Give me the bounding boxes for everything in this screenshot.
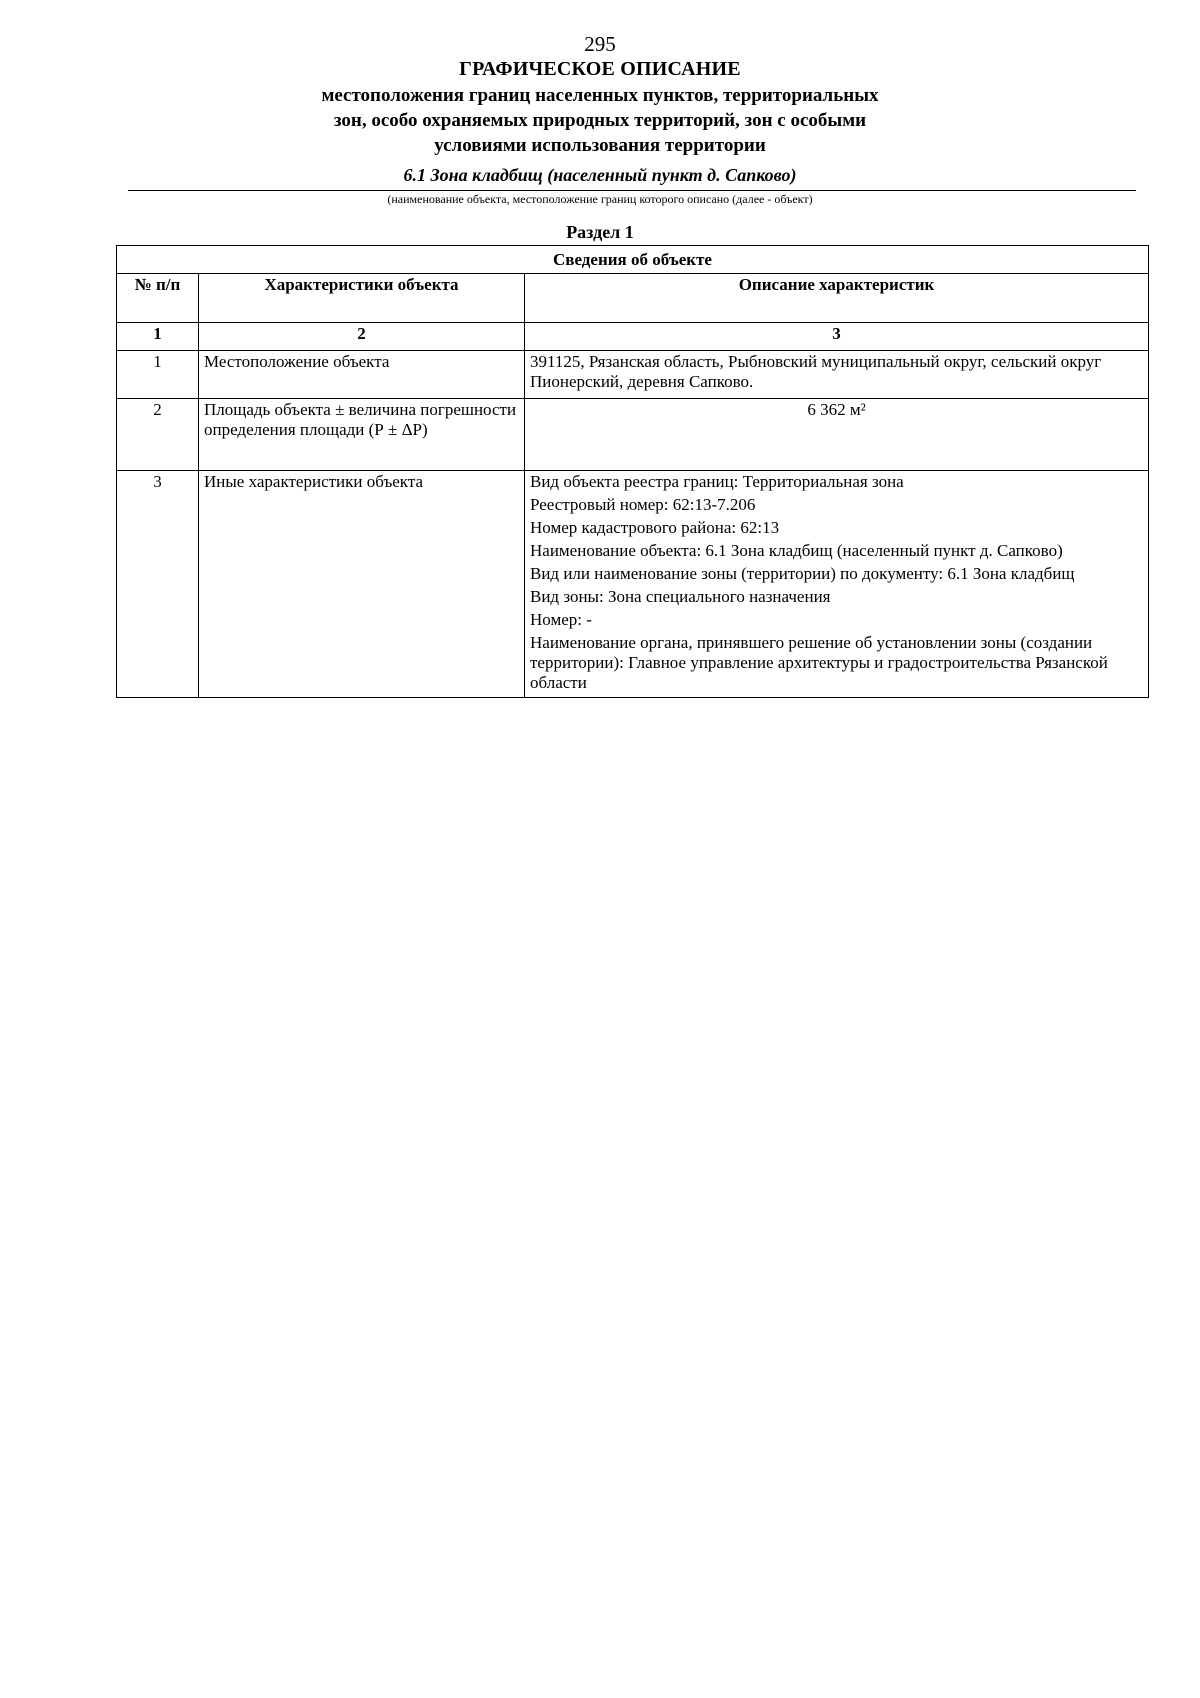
row-characteristic: Местоположение объекта [199, 351, 525, 399]
row-characteristic: Иные характеристики объекта [199, 471, 525, 698]
description-line: Номер кадастрового района: 62:13 [530, 518, 780, 537]
subtitle-line: условиями использования территории [434, 135, 766, 156]
description-line: Наименование объекта: 6.1 Зона кладбищ (населенный пункт д. Сапково) [530, 541, 1063, 560]
table-caption: Сведения об объекте [117, 246, 1149, 274]
row-description: 391125, Рязанская область, Рыбновский муниципальный округ, сельский округ Пионерский, деревня Сапково. [525, 351, 1149, 399]
document-subtitle [0, 83, 1200, 158]
row-number: 3 [117, 471, 199, 698]
header-description: Описание характеристик [525, 274, 1149, 323]
document-title: ГРАФИЧЕСКОЕ ОПИСАНИЕ [459, 58, 741, 80]
object-note: (наименование объекта, местоположение границ которого описано (далее - объект) [387, 192, 813, 206]
object-info-table [116, 245, 1149, 698]
description-line: Наименование органа, принявшего решение об установлении зоны (создании территории): Главное управление архитектуры и градостроительства Рязанской области [530, 633, 1108, 692]
row-number: 2 [117, 399, 199, 471]
object-name: 6.1 Зона кладбищ (населенный пункт д. Сапково) [403, 165, 797, 185]
section-title: Раздел 1 [566, 222, 634, 242]
subtitle-line: местоположения границ населенных пунктов, территориальных [321, 85, 879, 106]
page-number: 295 [584, 32, 616, 56]
header-number: № п/п [117, 274, 199, 323]
description-line: Вид или наименование зоны (территории) по документу: 6.1 Зона кладбищ [530, 564, 1075, 583]
row-description [525, 471, 1149, 698]
table-row [117, 351, 1149, 399]
row-description: 6 362 м² [525, 399, 1149, 471]
description-line: Вид зоны: Зона специального назначения [530, 587, 831, 606]
column-number: 1 [117, 323, 199, 351]
description-line: Реестровый номер: 62:13-7.206 [530, 495, 756, 514]
description-line: Номер: - [530, 610, 592, 629]
header-characteristic: Характеристики объекта [199, 274, 525, 323]
table-row [117, 471, 1149, 698]
row-number: 1 [117, 351, 199, 399]
column-number: 3 [525, 323, 1149, 351]
table-row [117, 399, 1149, 471]
column-number: 2 [199, 323, 525, 351]
divider-line [128, 190, 1136, 191]
description-line: Вид объекта реестра границ: Территориальная зона [530, 472, 904, 491]
row-characteristic: Площадь объекта ± величина погрешности определения площади (Р ± ΔР) [199, 399, 525, 471]
subtitle-line: зон, особо охраняемых природных территорий, зон с особыми [333, 110, 867, 131]
